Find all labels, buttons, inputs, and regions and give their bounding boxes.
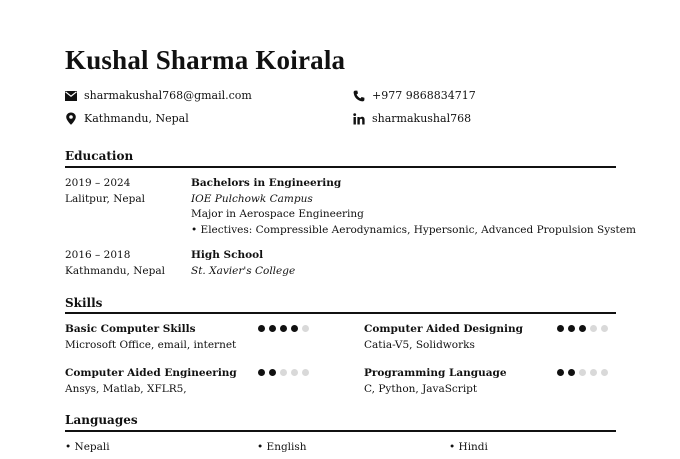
rating-dot-filled bbox=[568, 369, 575, 376]
skills-heading: Skills bbox=[65, 296, 103, 310]
phone-icon bbox=[353, 90, 365, 102]
language-nepali: Nepali bbox=[74, 441, 110, 453]
rating-dot-filled bbox=[258, 369, 265, 376]
bullet: • bbox=[191, 224, 201, 236]
rating-dot-empty bbox=[601, 325, 608, 332]
phone-text: +977 9868834717 bbox=[372, 89, 476, 102]
bullet: • bbox=[257, 441, 267, 453]
skill-3-rating bbox=[258, 369, 309, 376]
rating-dot-filled bbox=[258, 325, 265, 332]
edu-1-detail-item bbox=[191, 224, 636, 237]
edu-1-degree: Bachelors in Engineering bbox=[191, 177, 342, 189]
pin-icon bbox=[65, 113, 77, 125]
email-contact[interactable] bbox=[65, 89, 252, 102]
education-divider bbox=[65, 166, 616, 168]
rating-dot-filled bbox=[291, 325, 298, 332]
skill-2-detail: Catia-V5, Solidworks bbox=[364, 339, 475, 351]
edu-2-years: 2016 – 2018 bbox=[65, 249, 131, 261]
linkedin-text: sharmakushal768 bbox=[372, 112, 472, 125]
education-heading: Education bbox=[65, 149, 134, 163]
skill-2-name: Computer Aided Designing bbox=[364, 323, 523, 335]
mail-icon bbox=[65, 90, 77, 102]
skill-2-rating bbox=[557, 325, 608, 332]
language-item bbox=[65, 441, 110, 454]
location-text: Kathmandu, Nepal bbox=[84, 112, 189, 125]
language-english: English bbox=[266, 441, 307, 453]
rating-dot-filled bbox=[280, 325, 287, 332]
rating-dot-filled bbox=[557, 325, 564, 332]
skill-1-detail: Microsoft Office, email, internet bbox=[65, 339, 237, 351]
rating-dot-filled bbox=[568, 325, 575, 332]
edu-2-school: St. Xavier's College bbox=[191, 265, 296, 277]
rating-dot-filled bbox=[269, 369, 276, 376]
rating-dot-empty bbox=[601, 369, 608, 376]
bullet: • bbox=[65, 441, 75, 453]
rating-dot-filled bbox=[579, 325, 586, 332]
rating-dot-filled bbox=[269, 325, 276, 332]
rating-dot-empty bbox=[291, 369, 298, 376]
skill-1-name: Basic Computer Skills bbox=[65, 323, 196, 335]
rating-dot-filled bbox=[557, 369, 564, 376]
edu-1-detail: Electives: Compressible Aerodynamics, Hypersonic, Advanced Propulsion System bbox=[200, 224, 636, 236]
skill-3-name: Computer Aided Engineering bbox=[65, 367, 237, 379]
skill-1-rating bbox=[258, 325, 309, 332]
languages-heading: Languages bbox=[65, 413, 138, 427]
skill-4-rating bbox=[557, 369, 608, 376]
phone-contact[interactable] bbox=[353, 89, 476, 102]
linkedin-contact[interactable] bbox=[353, 112, 471, 125]
rating-dot-empty bbox=[280, 369, 287, 376]
skill-4-name: Programming Language bbox=[364, 367, 507, 379]
skill-3-detail: Ansys, Matlab, XFLR5, bbox=[65, 383, 187, 395]
edu-1-years: 2019 – 2024 bbox=[65, 177, 131, 189]
bullet: • bbox=[449, 441, 459, 453]
edu-2-degree: High School bbox=[191, 249, 264, 261]
skill-4-detail: C, Python, JavaScript bbox=[364, 383, 478, 395]
language-item bbox=[257, 441, 307, 454]
edu-1-major: Major in Aerospace Engineering bbox=[191, 208, 364, 220]
candidate-name: Kushal Sharma Koirala bbox=[65, 45, 346, 75]
language-item bbox=[449, 441, 488, 454]
linkedin-icon bbox=[353, 113, 365, 125]
edu-2-place: Kathmandu, Nepal bbox=[65, 265, 165, 277]
rating-dot-empty bbox=[302, 325, 309, 332]
language-hindi: Hindi bbox=[458, 441, 488, 453]
edu-1-school: IOE Pulchowk Campus bbox=[191, 193, 313, 205]
rating-dot-empty bbox=[579, 369, 586, 376]
email-text: sharmakushal768@gmail.com bbox=[84, 89, 252, 102]
skills-divider bbox=[65, 312, 616, 314]
rating-dot-empty bbox=[302, 369, 309, 376]
languages-divider bbox=[65, 430, 616, 432]
rating-dot-empty bbox=[590, 369, 597, 376]
location-contact bbox=[65, 112, 189, 125]
edu-1-place: Lalitpur, Nepal bbox=[65, 193, 145, 205]
rating-dot-empty bbox=[590, 325, 597, 332]
